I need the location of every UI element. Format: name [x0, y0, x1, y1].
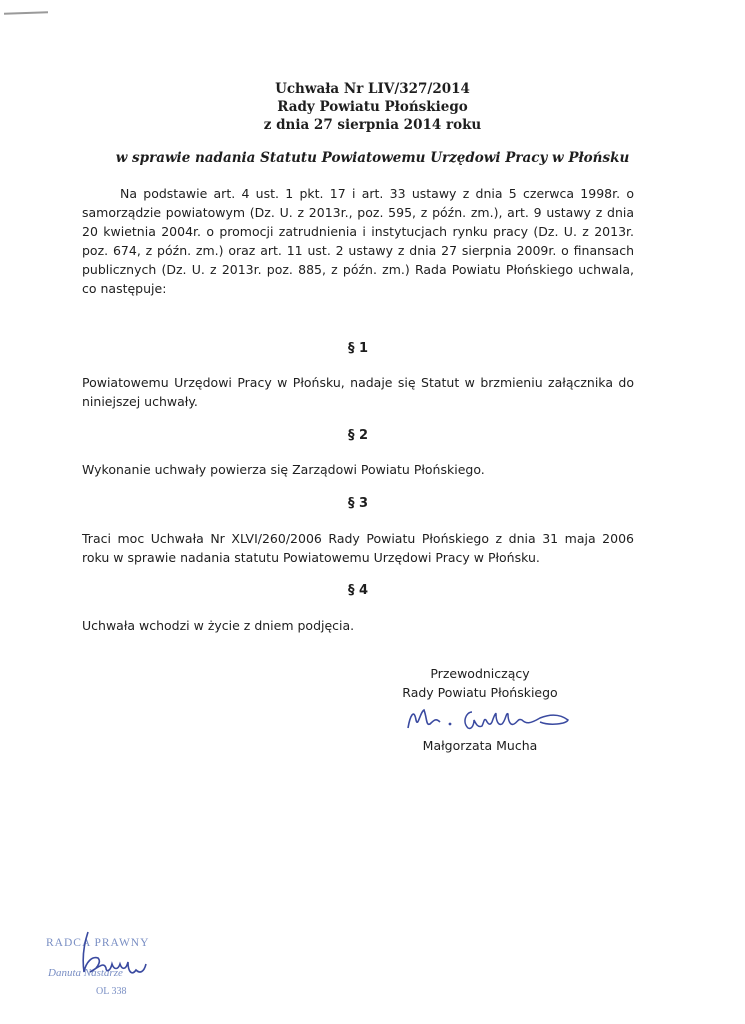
preamble-paragraph: Na podstawie art. 4 ust. 1 pkt. 17 i art. 33 ustawy z dnia 5 czerwca 1998r. o samorządzie powiatowym (Dz. U. z 2013r., poz. 595, z późn. zm.), art. 9 ustawy z dnia 20 kwietnia 2004r. o promocji zatrudnienia i instytucjach rynku pracy (Dz. U. z 2013r. poz. 674, z późn. zm.) oraz art. 11 ust. 2 ustawy z dnia 27 sierpnia 2009r. o finansach publicznych (Dz. U. z 2013r. poz. 885, z późn. zm.) Rada Powiatu Płońskiego uchwala, co następuje: — [82, 186, 634, 296]
section-text-1: Powiatowemu Urzędowi Pracy w Płońsku, nadaje się Statut w brzmieniu załącznika do niniejszej uchwały. — [82, 375, 634, 409]
signatory-name: Małgorzata Mucha — [422, 738, 538, 753]
legal-advisor-stamp — [40, 924, 180, 1006]
section-heading-1: § 1 — [347, 341, 369, 356]
resolution-header — [0, 80, 745, 134]
council-name: Rady Powiatu Płońskiego — [277, 99, 468, 115]
signatory-body: Rady Powiatu Płońskiego — [402, 685, 558, 700]
section-text-4: Uchwała wchodzi w życie z dniem podjęcia. — [82, 618, 355, 633]
signature-block — [380, 664, 580, 702]
section-heading-4: § 4 — [347, 583, 369, 598]
handwritten-signature — [400, 698, 580, 738]
resolution-date: z dnia 27 sierpnia 2014 roku — [263, 117, 482, 133]
section-heading-2: § 2 — [347, 428, 369, 443]
section-text-3: Traci moc Uchwała Nr XLVI/260/2006 Rady Powiatu Płońskiego z dnia 31 maja 2006 roku w sprawie nadania statutu Powiatowemu Urzędowi Pracy w Płońsku. — [82, 531, 634, 565]
section-heading-3: § 3 — [347, 496, 369, 511]
stamp-name: Danuta Nastarze — [48, 967, 123, 979]
signatory-role: Przewodniczący — [430, 666, 530, 681]
stamp-title: RADCA PRAWNY — [46, 937, 150, 949]
scan-artifact-mark — [4, 11, 48, 15]
resolution-number: Uchwała Nr LIV/327/2014 — [275, 81, 470, 97]
section-text-2: Wykonanie uchwały powierza się Zarządowi Powiatu Płońskiego. — [82, 462, 485, 477]
resolution-subject: w sprawie nadania Statutu Powiatowemu Urzędowi Pracy w Płońsku — [115, 150, 630, 166]
stamp-number: OL 338 — [96, 986, 127, 997]
